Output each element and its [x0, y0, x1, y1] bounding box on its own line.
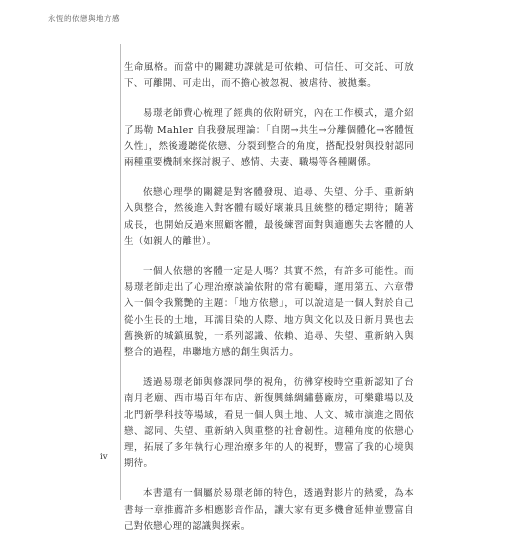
paragraph: 依戀心理學的關鍵是對客體發現、追尋、失望、分手、重新納入與整合，然後進入對客體有暖好壞兼具且統整的穩定期待；隨著成長，也開始反過來照顧客體，最後練習面對與適應失去客體的人生（如親人的離世）。 [124, 187, 414, 247]
paragraph: 一個人依戀的客體一定是人嗎？其實不然，有許多可能性。而易璟老師走出了心理治療談論依附的常有範疇，運用第五、六章帶入一個令我驚艷的主題：「地方依戀」，可以說這是一個人對於自己從小生長的土地，耳濡目染的人際、地方與文化以及日新月異也去舊換新的城鎮風貌，一系列認識、依賴、追尋、失望、重新納入與整合的過程，串聯地方感的創生與活力。 [124, 266, 414, 359]
paragraph: 本書還有一個屬於易璟老師的特色，透過對影片的熱愛，為本書每一章推薦許多相應影音作品，讓大家有更多機會延伸並豐富自己對依戀心理的認識與探索。 [124, 488, 414, 532]
paragraph: 透過易璟老師與修課同學的視角，彷彿穿梭時空重新認知了台南月老廟、西市場百年布店、新復興絲綢繡藝廠房，可樂雞場以及北門新學科技等場域，看見一個人與土地、人文、城市演進之間依戀、認同、失望、重新納入與重整的社會韌性。這種角度的依戀心理，拓展了多年執行心理治療多年的人的視野，豐富了我的心境與期待。 [124, 377, 414, 470]
paragraph: 易璟老師費心梳理了經典的依附研究，內在工作模式，還介紹了馬勒 Mahler 自我發展理論：「自閉→共生→分離個體化→客體恆久性」，然後邊聽從依戀、分裂到整合的角度，搭配投射與投射認同兩種重要機制來探討親子、感情、夫妻、職場等各種關係。 [124, 108, 414, 169]
running-head-title: 永恆的依戀與地方感 [48, 14, 120, 23]
paragraph: 生命風格。而當中的關鍵功課就是可依賴、可信任、可交託、可放下、可離開、可走出，而不擔心被忽視、被虐待、被拋棄。 [124, 62, 414, 90]
body-text [124, 60, 414, 549]
page-number: iv [100, 452, 108, 462]
margin-rule [120, 44, 121, 500]
